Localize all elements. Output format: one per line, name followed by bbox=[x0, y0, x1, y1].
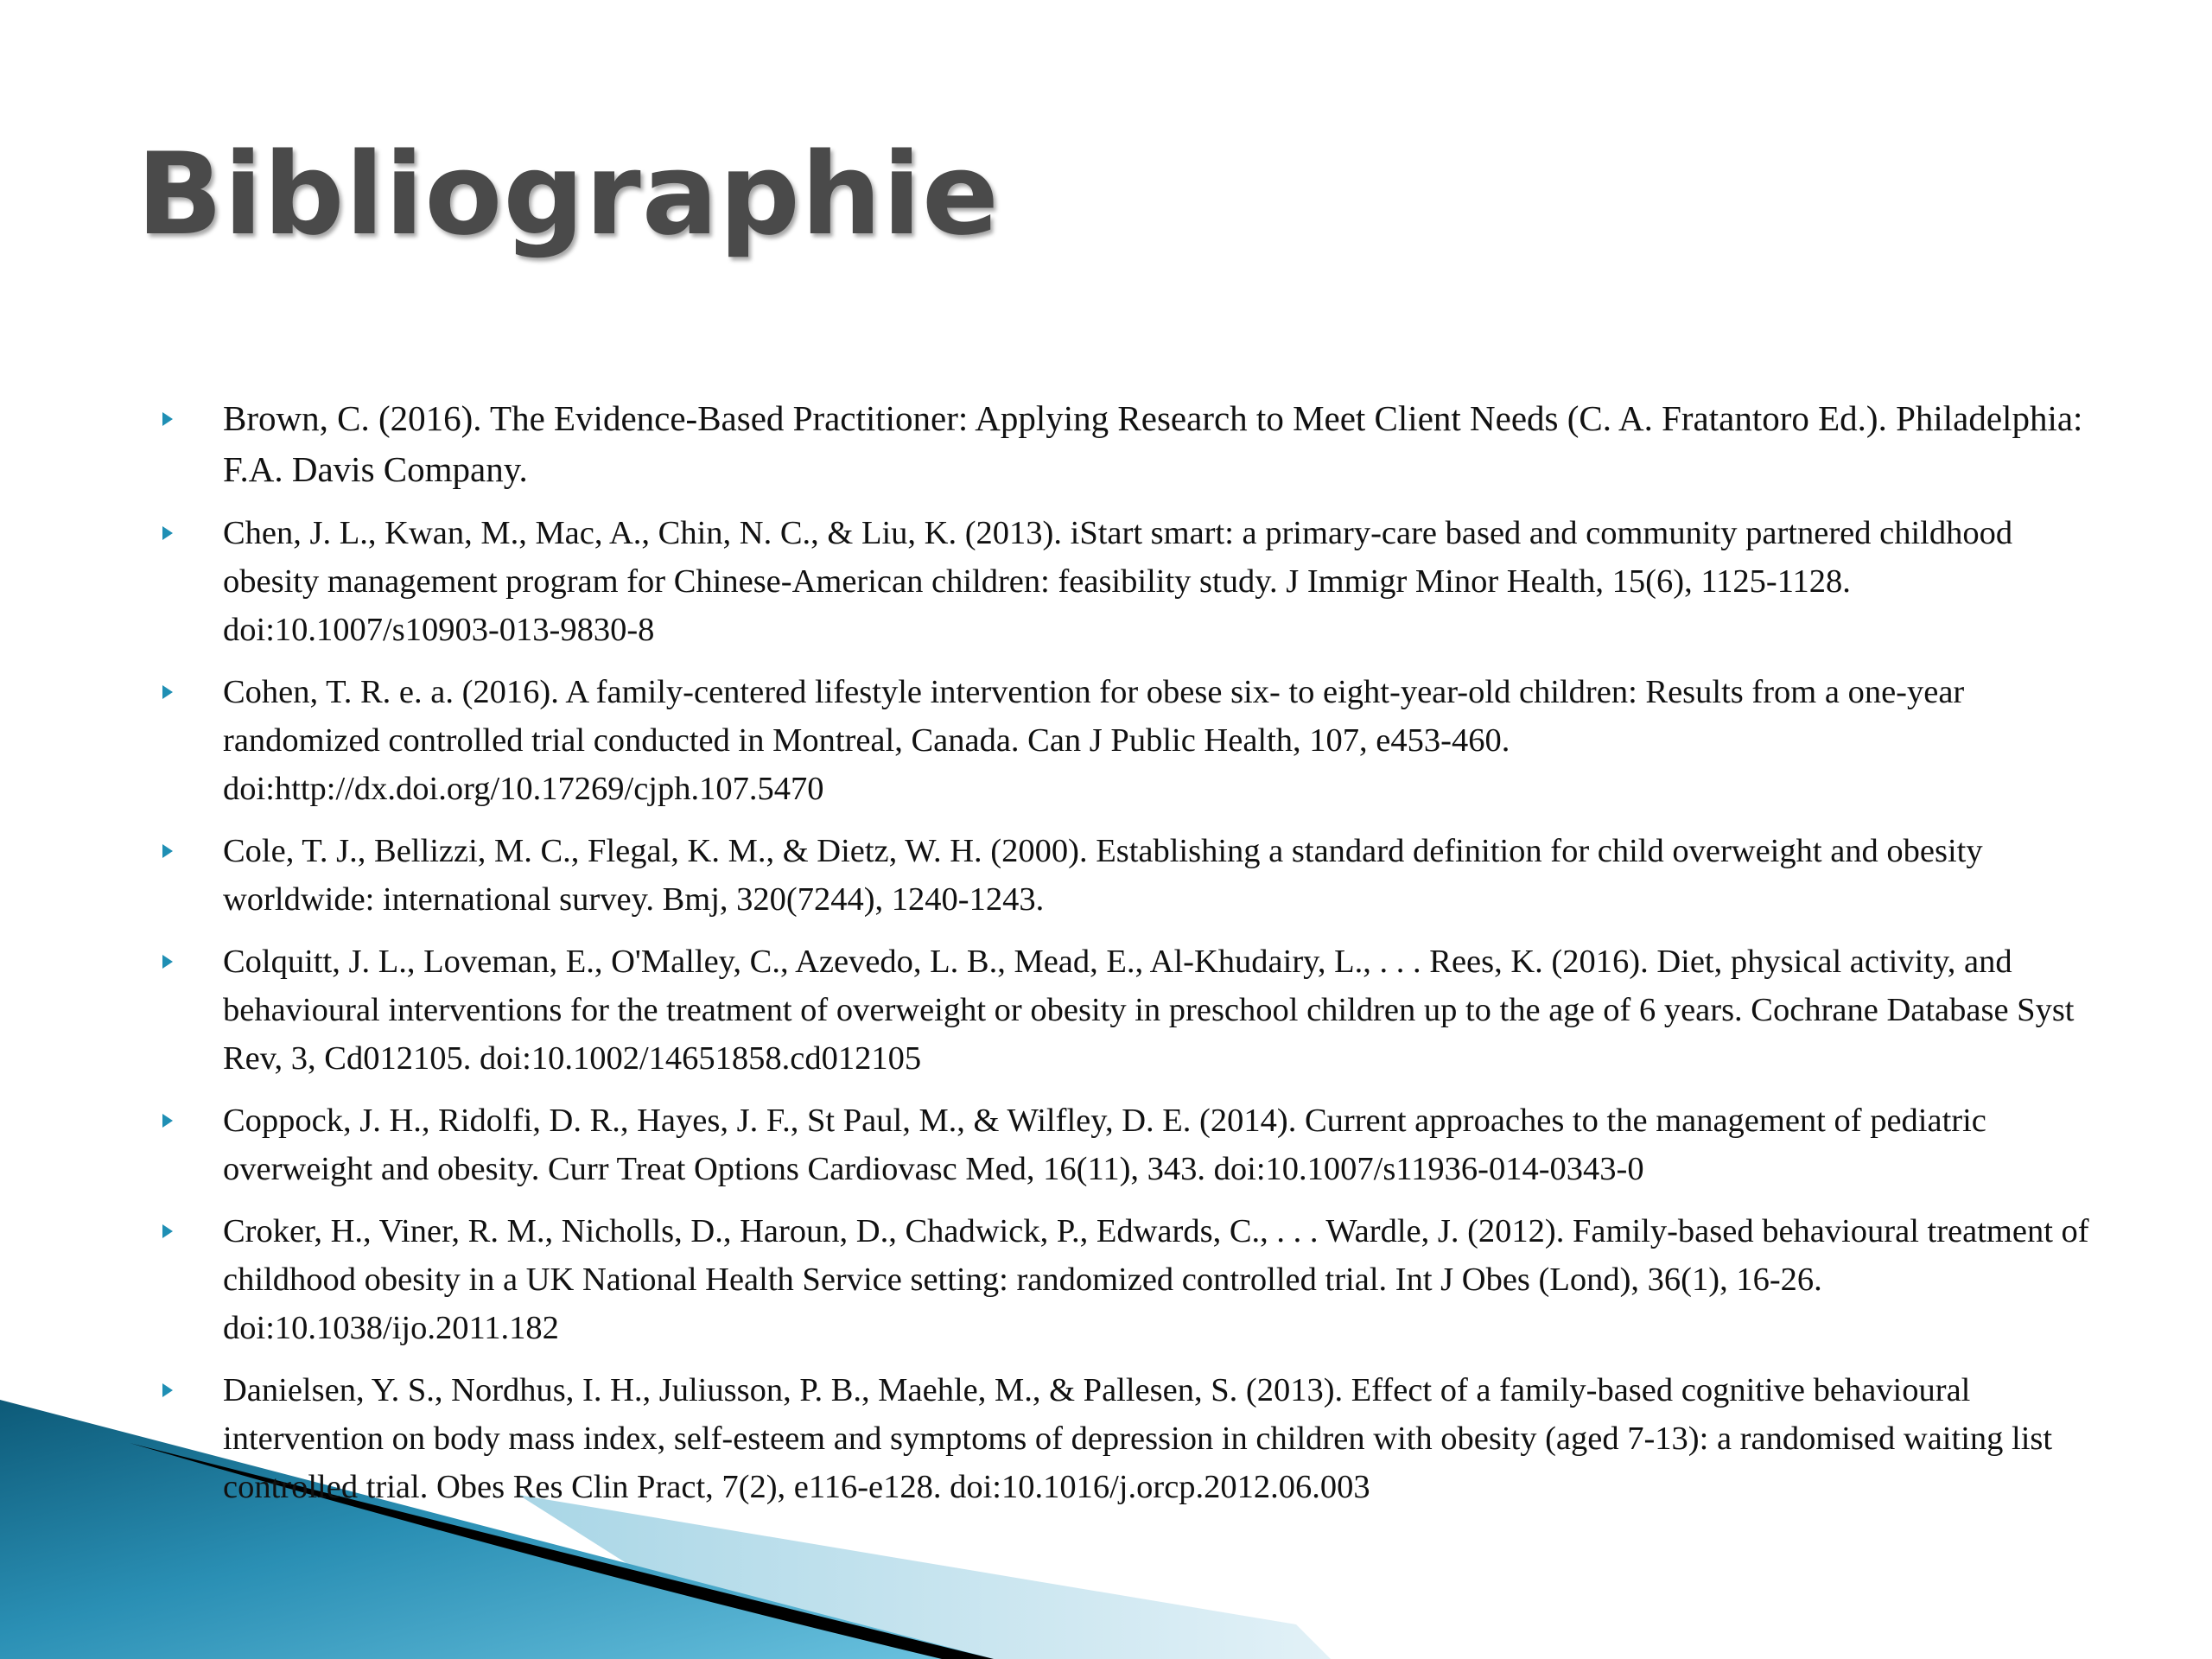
reference-text: Cole, T. J., Bellizzi, M. C., Flegal, K. M., & Dietz, W. H. (2000). Establishing a standard definition for child overweight and obesity worldwide: international survey. Bmj, 320(7244), 1240-1243. bbox=[223, 833, 1983, 918]
reference-item bbox=[162, 668, 2098, 813]
bullet-arrow-icon bbox=[162, 412, 173, 426]
reference-item bbox=[162, 393, 2098, 495]
reference-text: Brown, C. (2016). The Evidence-Based Practitioner: Applying Research to Meet Client Needs (C. A. Fratantoro Ed.). Philadelphia: F.A. Davis Company. bbox=[223, 398, 2083, 489]
bullet-arrow-icon bbox=[162, 1114, 173, 1128]
reference-text: Croker, H., Viner, R. M., Nicholls, D., Haroun, D., Chadwick, P., Edwards, C., . . . Wardle, J. (2012). Family-based behavioural treatment of childhood obesity in a UK National Health Service setting: randomized controlled trial. Int J Obes (Lond), 36(1), 16-26. doi:10.1038/ijo.2011.182 bbox=[223, 1213, 2089, 1346]
reference-item bbox=[162, 1366, 2098, 1511]
slide-title: Bibliographie bbox=[137, 128, 1000, 260]
bullet-arrow-icon bbox=[162, 1383, 173, 1397]
bullet-arrow-icon bbox=[162, 955, 173, 969]
bullet-arrow-icon bbox=[162, 685, 173, 699]
reference-text: Danielsen, Y. S., Nordhus, I. H., Juliusson, P. B., Maehle, M., & Pallesen, S. (2013). Effect of a family-based cognitive behavioural intervention on body mass index, self-esteem and symptoms of depression in children with obesity (aged 7-13): a randomised waiting list controlled trial. Obes Res Clin Pract, 7(2), e116-e128. doi:10.1016/j.orcp.2012.06.003 bbox=[223, 1372, 2053, 1505]
bullet-arrow-icon bbox=[162, 526, 173, 540]
bullet-arrow-icon bbox=[162, 1224, 173, 1238]
reference-item bbox=[162, 938, 2098, 1083]
reference-item bbox=[162, 1207, 2098, 1352]
reference-item bbox=[162, 827, 2098, 924]
reference-text: Coppock, J. H., Ridolfi, D. R., Hayes, J. F., St Paul, M., & Wilfley, D. E. (2014). Current approaches to the management of pediatric overweight and obesity. Curr Treat Options Cardiovasc Med, 16(11), 343. doi:10.1007/s11936-014-0343-0 bbox=[223, 1103, 1986, 1187]
reference-text: Chen, J. L., Kwan, M., Mac, A., Chin, N. C., & Liu, K. (2013). iStart smart: a primary-care based and community partnered childhood obesity management program for Chinese-American children: feasibility study. J Immigr Minor Health, 15(6), 1125-1128. doi:10.1007/s10903-013-9830-8 bbox=[223, 515, 2013, 648]
reference-item bbox=[162, 509, 2098, 654]
reference-text: Cohen, T. R. e. a. (2016). A family-centered lifestyle intervention for obese six- to eight-year-old children: Results from a one-year randomized controlled trial conducted in Montreal, Canada. Can J Public Health, 107, e453-460. doi:http://dx.doi.org/10.17269/cjph.107.5470 bbox=[223, 674, 1965, 807]
bullet-arrow-icon bbox=[162, 844, 173, 858]
reference-text: Colquitt, J. L., Loveman, E., O'Malley, C., Azevedo, L. B., Mead, E., Al-Khudairy, L., . . . Rees, K. (2016). Diet, physical activity, and behavioural interventions for the treatment of overweight or obesity in preschool children up to the age of 6 years. Cochrane Database Syst Rev, 3, Cd012105. doi:10.1002/14651858.cd012105 bbox=[223, 944, 2075, 1077]
reference-item bbox=[162, 1096, 2098, 1193]
reference-list bbox=[162, 393, 2098, 1525]
